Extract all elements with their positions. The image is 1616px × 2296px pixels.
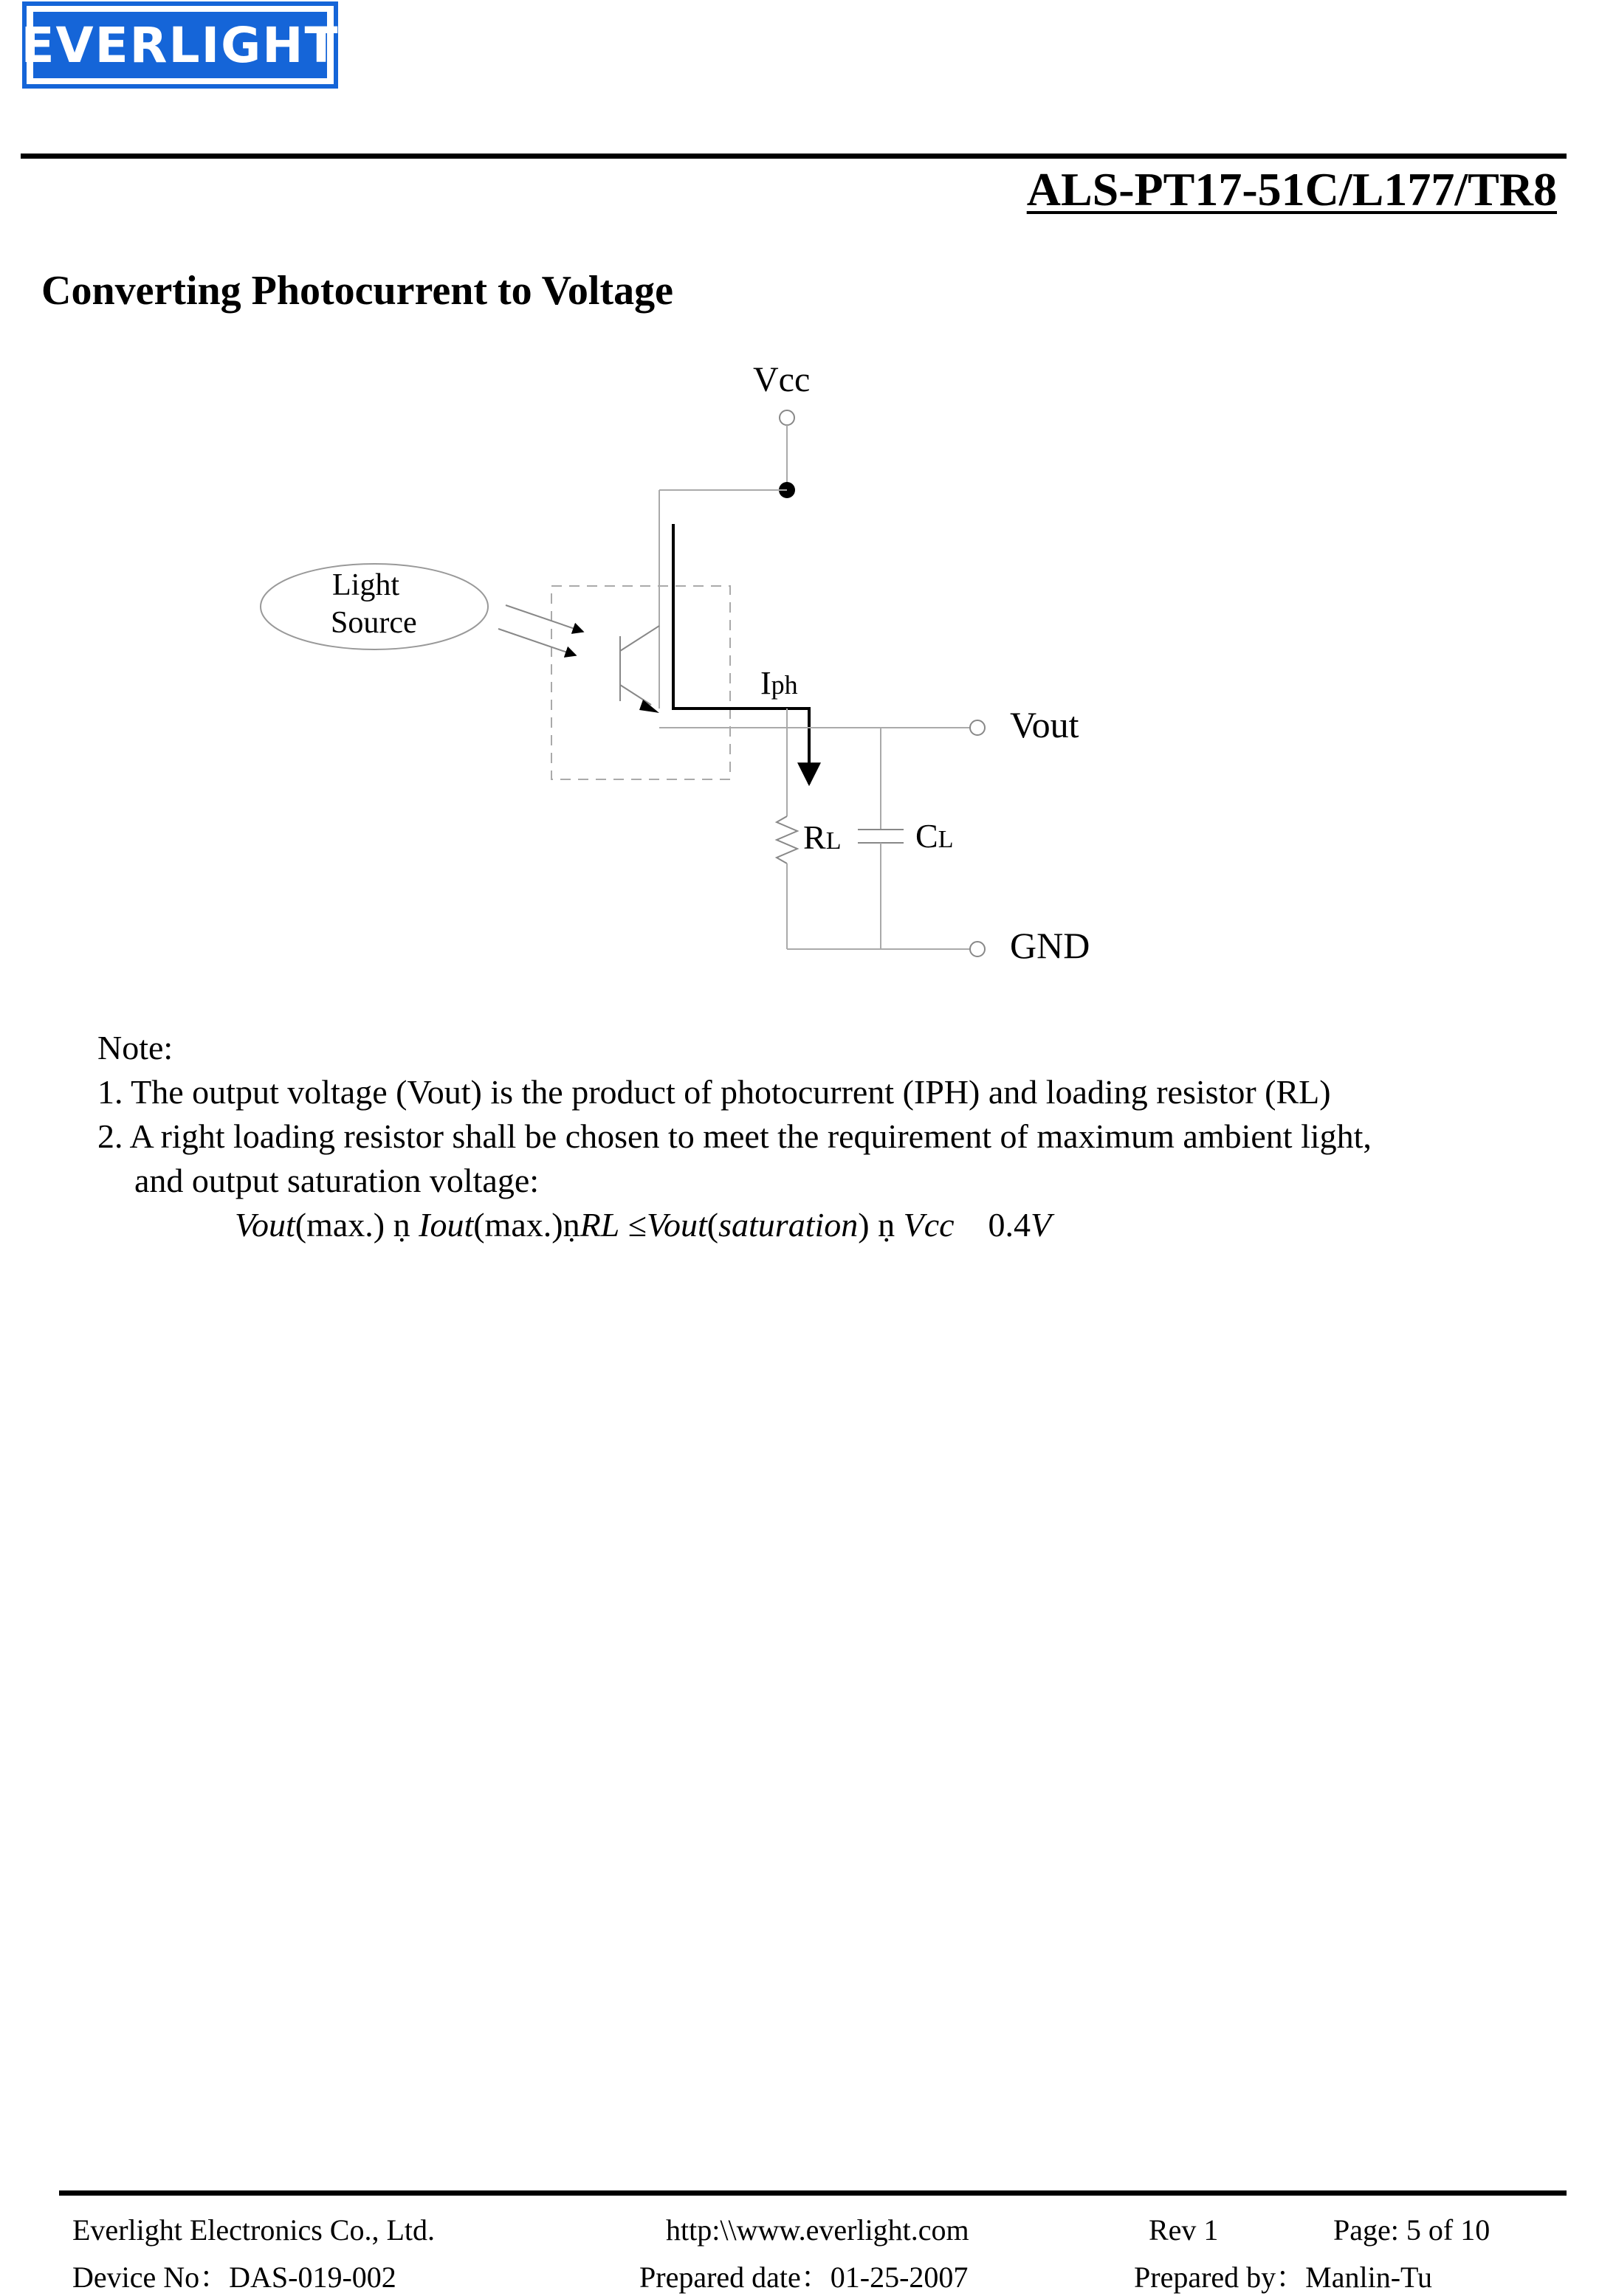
formula-leq: ≤ bbox=[619, 1206, 647, 1244]
footer-prepared-by: Prepared by：Manlin-Tu bbox=[1134, 2261, 1433, 2294]
emitter-arrow-icon bbox=[639, 700, 659, 713]
vcc-label: Vcc bbox=[753, 360, 811, 399]
formula-symbol-1: ṇ bbox=[385, 1206, 419, 1244]
footer-url[interactable]: http:\\www.everlight.com bbox=[666, 2213, 969, 2247]
logo-text: EVERLIGHT bbox=[33, 12, 327, 78]
formula-value: 0.4 bbox=[954, 1206, 1031, 1244]
notes-block bbox=[97, 1026, 1372, 1247]
gnd-terminal bbox=[970, 942, 985, 956]
formula-max-1: (max.) bbox=[295, 1206, 385, 1244]
formula-saturation: saturation bbox=[718, 1206, 859, 1244]
light-ray-arrow-2 bbox=[498, 629, 576, 655]
footer-rule bbox=[59, 2190, 1567, 2196]
vcc-terminal bbox=[780, 410, 794, 425]
rl-label: RL bbox=[803, 818, 842, 856]
photocurrent-circuit-diagram bbox=[0, 325, 1616, 989]
footer-company: Everlight Electronics Co., Ltd. bbox=[72, 2213, 435, 2247]
phototransistor-package bbox=[551, 586, 730, 779]
everlight-logo bbox=[22, 1, 338, 89]
transistor-collector bbox=[620, 626, 659, 651]
note-item-1: 1. The output voltage (Vout) is the product of photocurrent (IPH) and loading resistor (RL) bbox=[97, 1073, 1331, 1111]
formula-rl: RL bbox=[580, 1206, 620, 1244]
formula-symbol-2: ṇ bbox=[563, 1206, 580, 1244]
formula-vout-sat: Vout bbox=[647, 1206, 707, 1244]
vout-terminal bbox=[970, 720, 985, 735]
footer-page: Page: 5 of 10 bbox=[1333, 2213, 1490, 2247]
note-item-2-line-2: and output saturation voltage: bbox=[134, 1162, 540, 1199]
header-rule bbox=[21, 154, 1567, 159]
formula-close-paren: ) bbox=[858, 1206, 870, 1244]
section-title: Converting Photocurrent to Voltage bbox=[41, 268, 673, 314]
photocurrent-path bbox=[673, 524, 809, 784]
footer-device-no: Device No：DAS-019-002 bbox=[72, 2261, 396, 2294]
formula-vcc: Vcc bbox=[903, 1206, 955, 1244]
formula-max-2: (max.) bbox=[473, 1206, 563, 1244]
light-source-line2: Source bbox=[331, 606, 417, 640]
part-number: ALS-PT17-51C/L177/TR8 bbox=[1026, 163, 1557, 216]
footer-prepared-date: Prepared date：01-25-2007 bbox=[639, 2261, 969, 2294]
formula-iout: Iout bbox=[419, 1206, 474, 1244]
resistor-rl-icon bbox=[777, 816, 797, 863]
note-item-2-line-1: 2. A right loading resistor shall be chosen to meet the requirement of maximum ambient light, bbox=[97, 1117, 1372, 1155]
formula-vout: Vout bbox=[235, 1206, 295, 1244]
vout-label: Vout bbox=[1010, 704, 1079, 745]
footer-rev: Rev 1 bbox=[1149, 2213, 1219, 2247]
light-ray-arrow-1 bbox=[506, 605, 583, 632]
cl-label: CL bbox=[915, 817, 954, 855]
transistor-emitter bbox=[620, 685, 651, 705]
formula-open-paren: ( bbox=[706, 1206, 719, 1244]
saturation-formula bbox=[97, 1203, 1372, 1247]
formula-symbol-3: ṇ bbox=[869, 1206, 904, 1244]
formula-unit: V bbox=[1031, 1206, 1052, 1244]
notes-heading: Note: bbox=[97, 1029, 173, 1066]
iph-label: Iph bbox=[760, 665, 798, 701]
light-source-line1: Light bbox=[332, 568, 399, 602]
gnd-label: GND bbox=[1010, 925, 1090, 966]
